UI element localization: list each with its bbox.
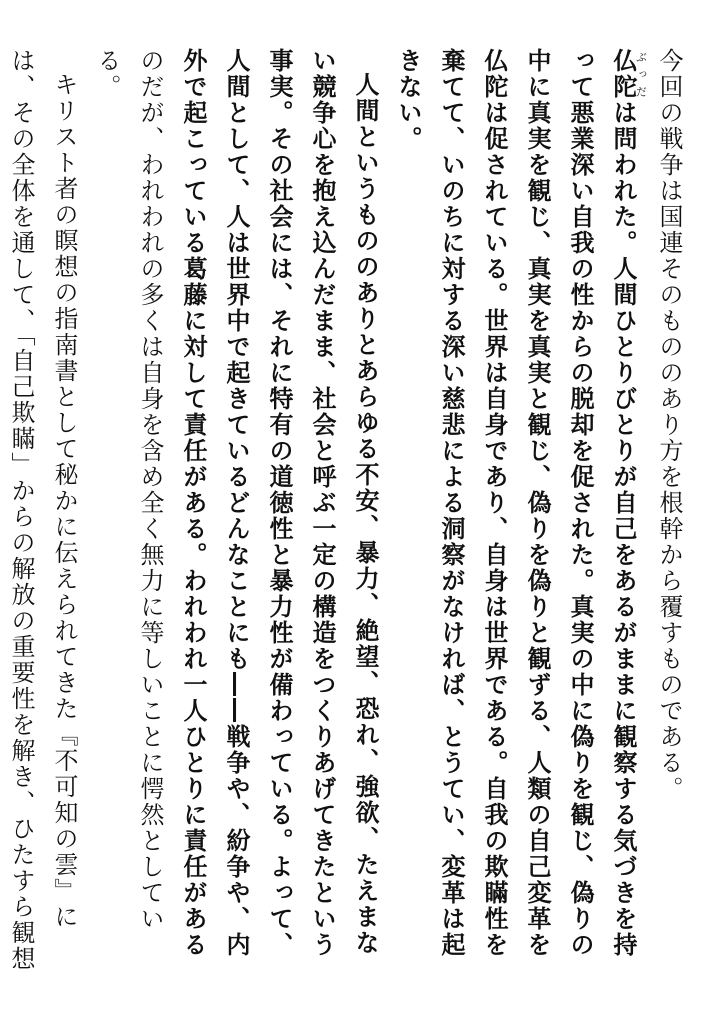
paragraph-1-text: 今回の戦争は国連そのもののあり方を根幹から覆すものである。 — [655, 48, 683, 802]
buddha-ruby-base: 仏陀 — [609, 48, 637, 100]
paragraph-1 — [647, 48, 690, 978]
paragraph-2 — [386, 48, 647, 978]
paragraph-3-normal-text: のだが、われわれの多くは自身を含め全く無力に等しいことに愕然としている。 — [93, 48, 164, 932]
paragraph-3 — [85, 48, 386, 978]
buddha-ruby-reading: ぶっだ — [634, 48, 648, 100]
vertical-text-body — [7, 48, 690, 978]
paragraph-2-text: は問われた。人間ひとりびとりが自己をあるがままに観察する気づきを持って悪業深い自我の性からの脱却を促された。真実の中に偽りを観じ、偽りの中に真実を観じ、真実を真実と観じ、偽りを偽りと観ずる、人類の自己変革を仏陀は促されている。世界は自身であり、自身は世界である。自我の欺瞞性を棄てて、いのちに対する深い慈悲による洞察がなければ、とうてい、変革は起きない。 — [394, 48, 637, 958]
buddha-ruby — [609, 48, 648, 100]
paragraph-3-bold-text: 人間というもののありとあらゆる不安、暴力、絶望、恐れ、強欲、たえまない競争心を抱え込んだまま、社会と呼ぶ一定の構造をつくりあげてきたという事実。その社会には、それに特有の道徳性と暴力性が備わっている。よって、人間として、人は世界中で起きているどんなことにも――戦争や、紛争や、内外で起こっている葛藤に対して責任がある。われわれ一人ひとりに責任がある — [179, 48, 379, 958]
paragraph-4-text: キリスト者の瞑想の指南書として秘かに伝えられてきた『不可知の雲』には、その全体を通して、「自己欺瞞」からの解放の重要性を解き、ひたすら観想 — [7, 48, 78, 972]
paragraph-4 — [0, 48, 85, 978]
